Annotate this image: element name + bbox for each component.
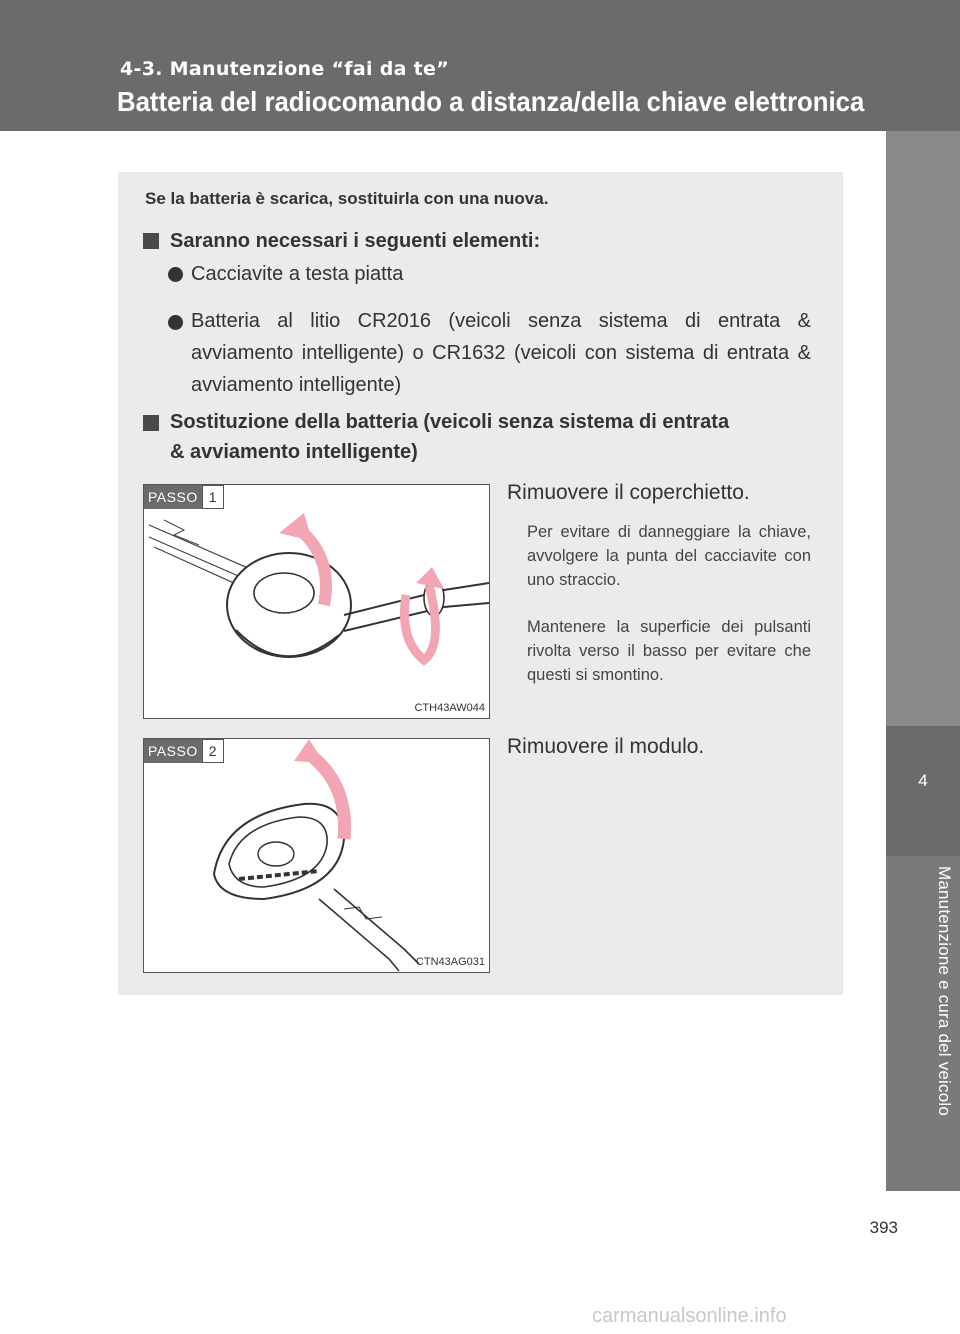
list-item: Batteria al litio CR2016 (veicoli senza sistema di entrata & avviamento intelligente) o CR1632 (veicoli con sistema di entrata & avviamento intelligente) xyxy=(191,310,811,396)
step-badge-number: 2 xyxy=(202,739,224,763)
key-screwdriver-illustration xyxy=(144,485,489,718)
section-heading-tools: Saranno necessari i seguenti elementi: xyxy=(170,230,541,252)
step-badge xyxy=(144,739,224,763)
section-heading-replacement-cont: & avviamento intelligente) xyxy=(170,441,418,463)
figure-code: CTH43AW044 xyxy=(414,702,485,714)
page-header xyxy=(0,0,960,131)
step1-note: Per evitare di danneggiare la chiave, avvolgere la punta del cacciavite con uno straccio. xyxy=(527,523,811,589)
chapter-side-tab[interactable] xyxy=(886,131,960,1191)
bullet-icon xyxy=(168,315,183,330)
step-badge-label: PASSO xyxy=(144,485,202,509)
chapter-number: 4 xyxy=(918,771,928,790)
key-module-illustration xyxy=(144,739,489,972)
page-number: 393 xyxy=(869,1218,898,1237)
step1-note: Mantenere la superficie dei pulsanti rivolta verso il basso per evitare che questi si smontino. xyxy=(527,618,811,684)
list-item: Cacciavite a testa piatta xyxy=(191,263,404,285)
step2-title: Rimuovere il modulo. xyxy=(507,735,705,758)
step-badge xyxy=(144,485,224,509)
step-badge-number: 1 xyxy=(202,485,224,509)
bullet-icon xyxy=(168,267,183,282)
side-tab-number-block xyxy=(886,726,960,856)
step2-figure xyxy=(143,738,490,973)
side-tab-upper xyxy=(886,131,960,726)
section-label: 4-3. Manutenzione “fai da te” xyxy=(120,58,449,80)
figure-code: CTN43AG031 xyxy=(415,956,485,968)
step1-title: Rimuovere il coperchietto. xyxy=(507,481,750,504)
step1-figure xyxy=(143,484,490,719)
heading-square-icon xyxy=(143,415,159,431)
page-title: Batteria del radiocomando a distanza/della chiave elettronica xyxy=(117,86,865,117)
intro-text: Se la batteria è scarica, sostituirla con una nuova. xyxy=(145,189,549,208)
step-badge-label: PASSO xyxy=(144,739,202,763)
section-heading-replacement: Sostituzione della batteria (veicoli senza sistema di entrata xyxy=(170,411,730,433)
watermark: carmanualsonline.info xyxy=(592,1305,787,1327)
heading-square-icon xyxy=(143,233,159,249)
chapter-label: Manutenzione e cura del veicolo xyxy=(935,866,954,1117)
